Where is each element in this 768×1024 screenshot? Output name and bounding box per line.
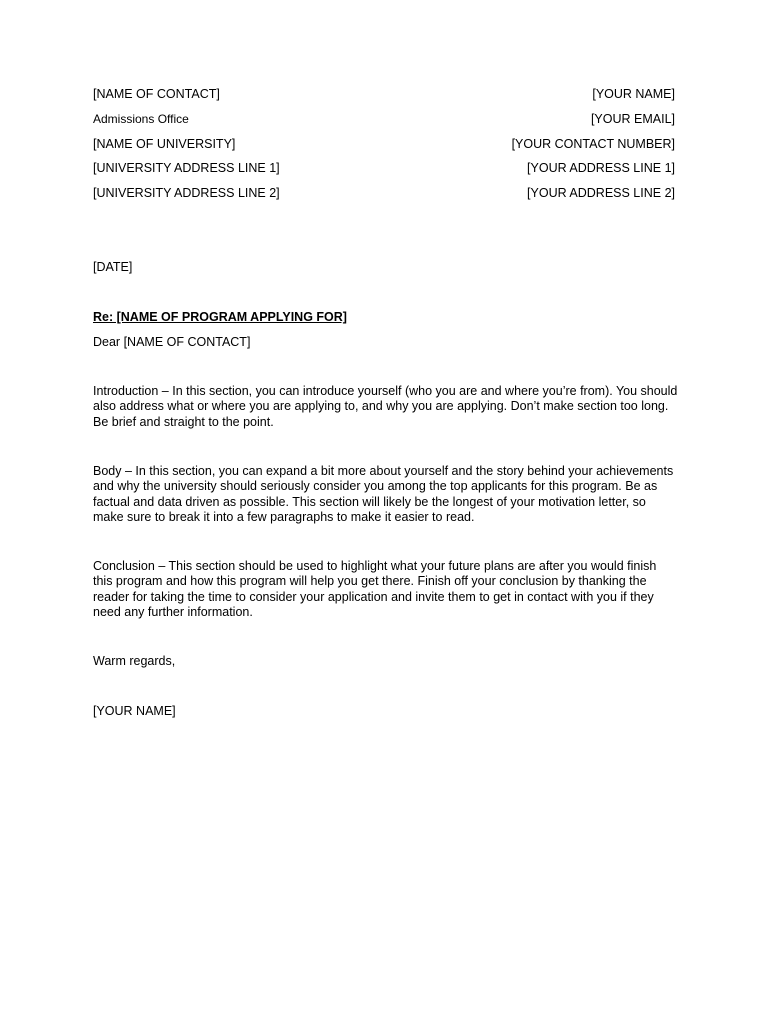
introduction-paragraph: Introduction – In this section, you can introduce yourself (who you are and where you’re from). You should also address what or where you are applying to, and why you are applying. Don’t make section too long. Be brief and straight to the point. [93, 384, 678, 429]
letter-subject: Re: [NAME OF PROGRAM APPLYING FOR] [93, 310, 347, 324]
body-paragraph: Body – In this section, you can expand a bit more about yourself and the story behind your achievements and why the university should seriously consider you among the top applicants for this program. Be as factual and data driven as possible. This section will likely be the longest of your motivation letter, so make sure to break it into a few paragraphs to make it easier to read. [93, 464, 674, 524]
sender-contact-number: [YOUR CONTACT NUMBER] [511, 136, 675, 151]
letter-closing: Warm regards, [93, 654, 176, 668]
letter-salutation: Dear [NAME OF CONTACT] [93, 335, 251, 349]
sender-email: [YOUR EMAIL] [590, 111, 675, 126]
recipient-office: Admissions Office [93, 111, 189, 126]
recipient-university: [NAME OF UNIVERSITY] [93, 136, 236, 151]
sender-address-block [375, 87, 675, 211]
sender-address-line-1: [YOUR ADDRESS LINE 1] [527, 161, 675, 176]
recipient-address-block [93, 87, 393, 211]
sender-name: [YOUR NAME] [592, 87, 675, 101]
sender-address-line-2: [YOUR ADDRESS LINE 2] [527, 186, 675, 201]
conclusion-paragraph: Conclusion – This section should be used to highlight what your future plans are after you would finish this program and how this program will help you get there. Finish off your conclusion by thanking the reader for taking the time to consider your application and invite them to get in contact with you if they need any further information. [93, 559, 657, 619]
recipient-address-line-2: [UNIVERSITY ADDRESS LINE 2] [93, 186, 280, 201]
recipient-contact-name: [NAME OF CONTACT] [93, 87, 220, 101]
letter-signature: [YOUR NAME] [93, 704, 176, 718]
letter-date: [DATE] [93, 260, 133, 274]
recipient-address-line-1: [UNIVERSITY ADDRESS LINE 1] [93, 161, 280, 176]
